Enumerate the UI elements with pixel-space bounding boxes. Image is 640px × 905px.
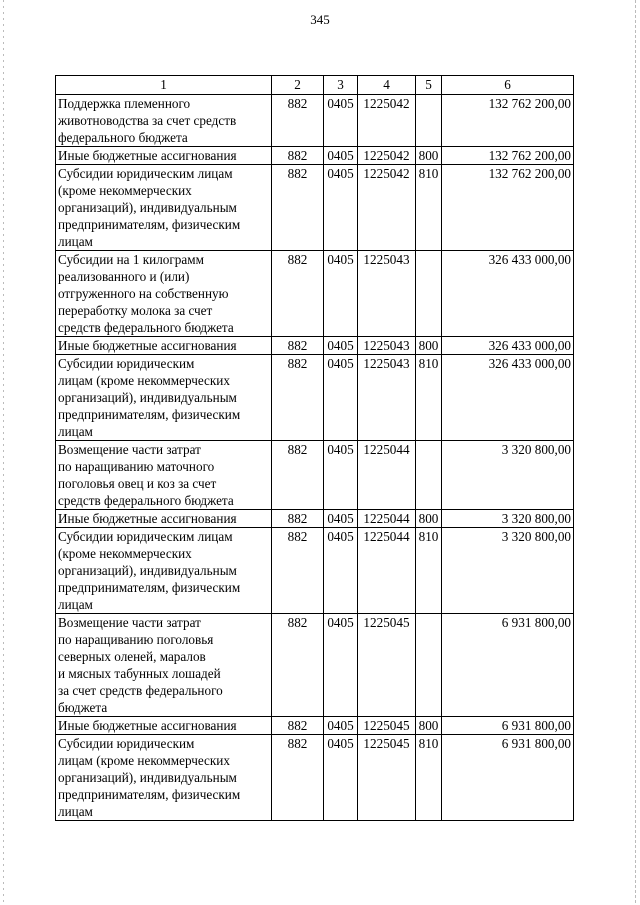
row-amount-cell: 326 433 000,00 — [442, 337, 574, 355]
row-target-cell: 1225045 — [358, 735, 416, 821]
row-type-cell: 810 — [416, 528, 442, 614]
row-amount-cell: 6 931 800,00 — [442, 735, 574, 821]
row-name-cell: Иные бюджетные ассигнования — [56, 337, 272, 355]
row-target-cell: 1225042 — [358, 165, 416, 251]
row-grbs-cell: 882 — [272, 251, 324, 337]
row-amount-cell: 132 762 200,00 — [442, 95, 574, 147]
row-type-cell — [416, 614, 442, 717]
row-name-cell: Субсидии юридическим лицам (кроме некоммерческих организаций), индивидуальным предпринимателям, физическим лицам — [56, 528, 272, 614]
row-type-cell: 800 — [416, 510, 442, 528]
row-target-cell: 1225042 — [358, 95, 416, 147]
table-row — [56, 355, 574, 441]
header-col-1: 1 — [56, 76, 272, 95]
row-type-cell: 800 — [416, 717, 442, 735]
table-row — [56, 717, 574, 735]
row-type-cell: 800 — [416, 337, 442, 355]
row-name-cell: Иные бюджетные ассигнования — [56, 147, 272, 165]
row-type-cell — [416, 251, 442, 337]
row-target-cell: 1225043 — [358, 337, 416, 355]
row-grbs-cell: 882 — [272, 614, 324, 717]
row-target-cell: 1225043 — [358, 355, 416, 441]
row-name-cell: Субсидии на 1 килограмм реализованного и (или) отгруженного на собственную переработку молока за счет средств федерального бюджета — [56, 251, 272, 337]
row-grbs-cell: 882 — [272, 441, 324, 510]
header-col-6: 6 — [442, 76, 574, 95]
row-type-cell — [416, 441, 442, 510]
row-type-cell: 800 — [416, 147, 442, 165]
row-amount-cell: 326 433 000,00 — [442, 355, 574, 441]
row-target-cell: 1225044 — [358, 441, 416, 510]
row-amount-cell: 132 762 200,00 — [442, 165, 574, 251]
row-section-cell: 0405 — [324, 251, 358, 337]
row-grbs-cell: 882 — [272, 147, 324, 165]
row-name-cell: Иные бюджетные ассигнования — [56, 717, 272, 735]
row-section-cell: 0405 — [324, 337, 358, 355]
row-amount-cell: 6 931 800,00 — [442, 717, 574, 735]
table-row — [56, 528, 574, 614]
row-name-cell: Возмещение части затрат по наращиванию поголовья северных оленей, маралов и мясных табунных лошадей за счет средств федерального бюджета — [56, 614, 272, 717]
row-grbs-cell: 882 — [272, 355, 324, 441]
table-row — [56, 337, 574, 355]
row-target-cell: 1225043 — [358, 251, 416, 337]
row-target-cell: 1225044 — [358, 528, 416, 614]
scan-edge-right — [635, 0, 636, 905]
row-section-cell: 0405 — [324, 614, 358, 717]
row-grbs-cell: 882 — [272, 165, 324, 251]
header-col-4: 4 — [358, 76, 416, 95]
table-row — [56, 441, 574, 510]
table-row — [56, 165, 574, 251]
row-grbs-cell: 882 — [272, 735, 324, 821]
row-name-cell: Субсидии юридическим лицам (кроме некоммерческих организаций), индивидуальным предпринимателям, физическим лицам — [56, 355, 272, 441]
row-amount-cell: 132 762 200,00 — [442, 147, 574, 165]
row-section-cell: 0405 — [324, 735, 358, 821]
row-section-cell: 0405 — [324, 717, 358, 735]
row-name-cell: Субсидии юридическим лицам (кроме некоммерческих организаций), индивидуальным предпринимателям, физическим лицам — [56, 735, 272, 821]
row-amount-cell: 326 433 000,00 — [442, 251, 574, 337]
budget-table — [55, 75, 574, 821]
row-grbs-cell: 882 — [272, 528, 324, 614]
row-name-cell: Иные бюджетные ассигнования — [56, 510, 272, 528]
row-target-cell: 1225042 — [358, 147, 416, 165]
table-row — [56, 735, 574, 821]
table-row — [56, 614, 574, 717]
row-name-cell: Поддержка племенного животноводства за счет средств федерального бюджета — [56, 95, 272, 147]
row-amount-cell: 6 931 800,00 — [442, 614, 574, 717]
header-col-5: 5 — [416, 76, 442, 95]
row-target-cell: 1225044 — [358, 510, 416, 528]
row-type-cell: 810 — [416, 355, 442, 441]
row-target-cell: 1225045 — [358, 614, 416, 717]
table-row — [56, 147, 574, 165]
row-name-cell: Возмещение части затрат по наращиванию маточного поголовья овец и коз за счет средств федерального бюджета — [56, 441, 272, 510]
table-row — [56, 510, 574, 528]
row-section-cell: 0405 — [324, 510, 358, 528]
row-grbs-cell: 882 — [272, 95, 324, 147]
row-amount-cell: 3 320 800,00 — [442, 528, 574, 614]
row-type-cell: 810 — [416, 165, 442, 251]
row-grbs-cell: 882 — [272, 337, 324, 355]
table-row — [56, 251, 574, 337]
row-section-cell: 0405 — [324, 441, 358, 510]
scan-edge-left — [3, 0, 4, 905]
row-section-cell: 0405 — [324, 528, 358, 614]
row-grbs-cell: 882 — [272, 510, 324, 528]
table-body — [56, 95, 574, 821]
row-amount-cell: 3 320 800,00 — [442, 510, 574, 528]
row-type-cell: 810 — [416, 735, 442, 821]
table-header-row — [56, 76, 574, 95]
row-type-cell — [416, 95, 442, 147]
row-grbs-cell: 882 — [272, 717, 324, 735]
table-row — [56, 95, 574, 147]
row-name-cell: Субсидии юридическим лицам (кроме некоммерческих организаций), индивидуальным предпринимателям, физическим лицам — [56, 165, 272, 251]
header-col-3: 3 — [324, 76, 358, 95]
page-number: 345 — [310, 12, 330, 27]
row-section-cell: 0405 — [324, 165, 358, 251]
row-amount-cell: 3 320 800,00 — [442, 441, 574, 510]
row-target-cell: 1225045 — [358, 717, 416, 735]
row-section-cell: 0405 — [324, 355, 358, 441]
row-section-cell: 0405 — [324, 95, 358, 147]
row-section-cell: 0405 — [324, 147, 358, 165]
header-col-2: 2 — [272, 76, 324, 95]
